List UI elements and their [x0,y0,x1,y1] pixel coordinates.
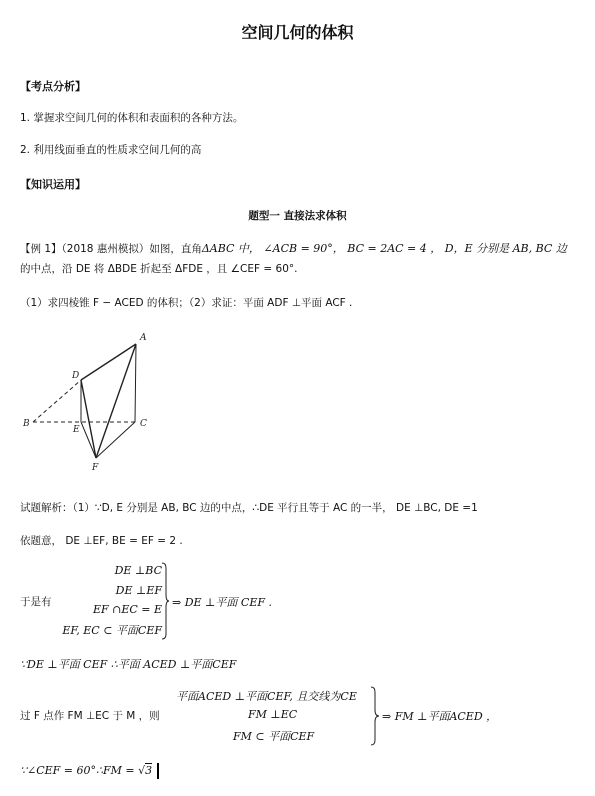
label-D: D [72,371,80,381]
system-2-brace [370,686,380,746]
system-2-line-1: 平面ACED ⊥平面CEF, 且交线为CE [176,690,357,703]
system-2-line-3: FM ⊂ 平面CEF [233,730,315,743]
edge-BD-dashed [33,380,81,422]
example-line-1 [20,240,567,256]
point-item-2: 2. 利用线面垂直的性质求空间几何的高 [20,144,202,156]
system-2-prefix: 过 F 点作 FM ⊥EC 于 M ，则 [20,710,160,722]
example-line-2: 的中点，沿 DE 将 ΔBDE 折起至 ΔFDE ，且 ∠CEF = 60°. [20,263,298,275]
label-F: F [92,463,99,473]
system-1-prefix: 于是有 [20,596,52,608]
example-label: 【例 1】（2018 惠州模拟）如图，直角 [20,243,202,255]
point-item-1: 1. 掌握求空间几何的体积和表面积的各种方法。 [20,112,244,124]
page-title: 空间几何的体积 [241,23,354,42]
solution-line-2: 依题意， DE ⊥EF, BE = EF = 2 . [20,535,183,547]
edge-DF [81,380,96,458]
label-C: C [140,419,147,429]
system-1-line-3: EF ∩EC = E [92,603,162,616]
edge-EF [81,422,96,458]
solution-line-4 [20,764,152,777]
sqrt-radicand: 3 [145,764,153,777]
label-E: E [73,425,80,435]
edge-DA [81,344,136,380]
system-2-line-2: FM ⊥EC [248,708,298,721]
section-heading-application: 【知识运用】 [20,178,86,191]
sqrt-expression [138,763,152,777]
text-cursor [157,763,159,779]
section-heading-analysis: 【考点分析】 [20,80,86,93]
system-1-line-1: DE ⊥BC [114,564,162,577]
label-A: A [140,333,147,343]
sqrt-radical-symbol: √ [138,764,146,777]
solution-line-4-prefix: ∵∠CEF = 60°∴FM = [20,764,135,777]
example-question: （1）求四棱锥 F − ACED 的体积；（2）求证：平面 ADF ⊥平面 ACF . [20,297,353,309]
example-condition: ΔABC 中， ∠ACB = 90°， BC = 2AC = 4 ， D，E 分别是 AB, BC 边 [201,242,567,255]
label-B: B [23,419,30,429]
system-1-line-2: DE ⊥EF [115,584,162,597]
system-1-line-4: EF, EC ⊂ 平面CEF [62,624,162,637]
edge-AC [135,344,136,422]
system-2-result: ⇒ FM ⊥平面ACED ， [382,710,498,723]
edge-AF [96,344,136,458]
pyramid-figure [18,328,168,476]
solution-line-1: 试题解析：（1）∵D, E 分别是 AB, BC 边的中点，∴DE 平行且等于 AC 的一半， DE ⊥BC, DE =1 [20,502,478,514]
system-1-brace [160,562,170,640]
solution-line-3: ∵DE ⊥平面 CEF ∴平面 ACED ⊥平面CEF [20,658,237,671]
system-1-result: ⇒ DE ⊥平面 CEF . [172,596,272,609]
question-type-title: 题型一 直接法求体积 [248,210,347,222]
